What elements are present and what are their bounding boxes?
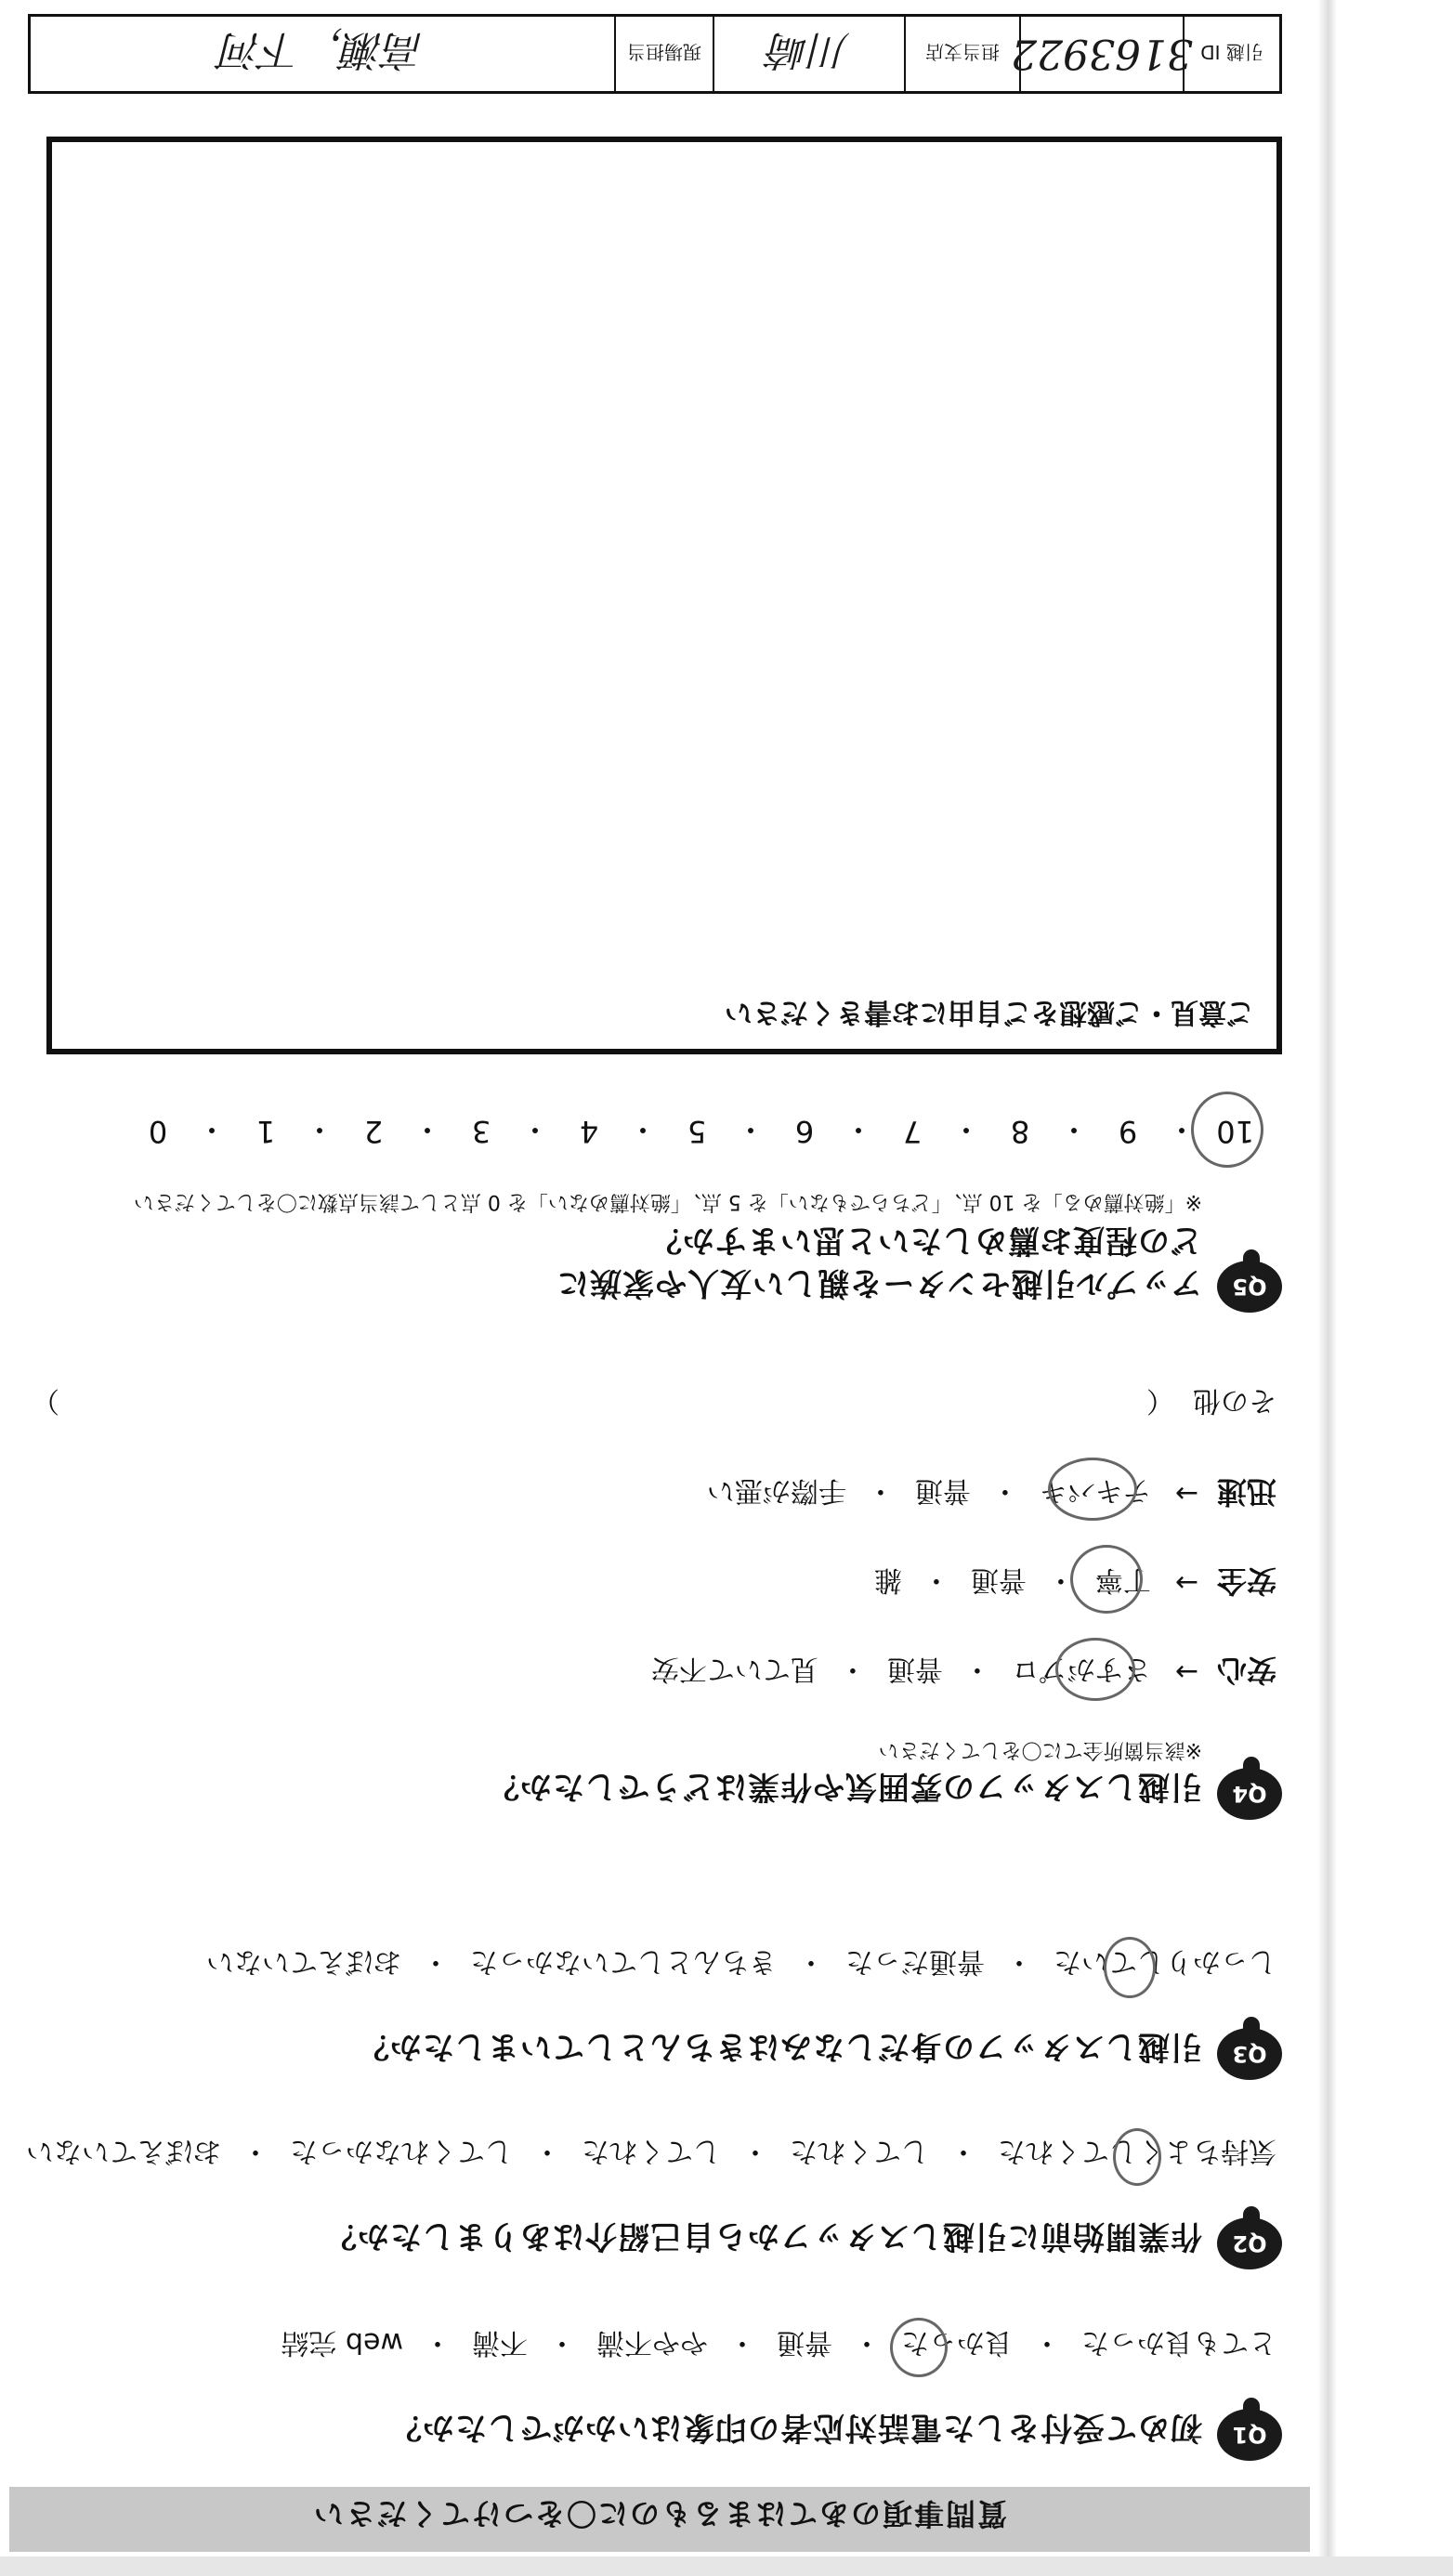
q1-option[interactable]: とても良かった (1081, 2326, 1276, 2359)
q3-option[interactable]: おぼえていない (206, 1945, 401, 1978)
q2-badge: Q2 (1217, 2217, 1282, 2269)
q4-row-jinsoku: 迅速 → テキパキ ・ 普通 ・ 手際が悪い (707, 1472, 1276, 1515)
q4-option[interactable]: 丁寧 (1094, 1563, 1151, 1596)
q1-option[interactable]: web 完結 (281, 2326, 403, 2359)
id-value-cell (1011, 17, 1193, 91)
q3-text: 引越しスタッフの身だしなみはきちんとしていましたか？ (357, 2028, 1202, 2065)
q2-option[interactable]: おぼえていない (26, 2135, 221, 2167)
id-label: 引越 ID (1200, 41, 1263, 64)
q5-score-8[interactable]: 8 (1010, 1114, 1030, 1149)
q2-option[interactable]: 気持ちよくしてくれた (998, 2135, 1276, 2167)
q4-row-anzen: 安全 → 丁寧 ・ 普通 ・ 雑 (874, 1562, 1276, 1604)
id-table (28, 14, 1282, 94)
q2-option[interactable]: してくれなかった (290, 2135, 513, 2167)
q4-note: ※該当箇所全てに〇をしてください (878, 1738, 1202, 1761)
q3-answer-mark (1104, 1937, 1156, 1998)
id-value: 3163922 (1011, 30, 1193, 78)
staff-label: 現場担当 (627, 41, 701, 64)
q4-badge: Q4 (1217, 1768, 1282, 1820)
q4-other-close: ） (32, 1384, 59, 1417)
q5-score-6[interactable]: 6 (794, 1114, 815, 1149)
branch-value: 川崎 (768, 26, 850, 73)
q5-score-3[interactable]: 3 (471, 1114, 491, 1149)
branch-label: 担当支店 (925, 41, 1000, 64)
q5-score-7[interactable]: 7 (902, 1114, 923, 1149)
q4-option[interactable]: 普通 (970, 1563, 1027, 1596)
q3-options: しっかりしていた ・ 普通だった ・ きちんとしていなかった ・ おぼえていない (206, 1944, 1276, 1985)
q2-options: 気持ちよくしてくれた ・ してくれた ・ してくれた ・ してくれなかった ・ おぼえていない (26, 2134, 1276, 2175)
q3-option[interactable]: きちんとしていなかった (470, 1945, 777, 1978)
q1-option[interactable]: 良かった (901, 2326, 1013, 2359)
q4-jinsoku-answer-mark (1048, 1458, 1137, 1521)
q1-option[interactable]: 不満 (472, 2326, 528, 2359)
q3-option[interactable]: 普通だった (845, 1945, 985, 1978)
q5-note: ※「絶対薦める」を 10 点、「どちらでもない」を 5 点、「絶対薦めない」を 0 点として該当点数に〇をしてください (133, 1190, 1202, 1213)
q4-anzen-answer-mark (1070, 1545, 1143, 1614)
q2-text: 作業開始前に引越しスタッフから自己紹介はありましたか？ (324, 2217, 1202, 2255)
q3-badge: Q3 (1217, 2028, 1282, 2080)
q1-options: とても良かった ・ 良かった ・ 普通 ・ やや不満 ・ 不満 ・ web 完結 (281, 2325, 1276, 2366)
q5-answer-mark (1191, 1092, 1263, 1168)
instruction-text: 質問事項のあてはまるものに〇をつけてください (312, 2496, 1008, 2531)
q4-option[interactable]: テキパキ (1039, 1474, 1151, 1507)
q1-text: 初めて受付をした電話対応者の印象はいかがでしたか？ (389, 2409, 1202, 2446)
q5-text-line1: アップル引越センターを親しい友人や家族に (556, 1264, 1202, 1301)
q4-option[interactable]: さすがプロ (1011, 1653, 1151, 1685)
q1-answer-mark (890, 2318, 948, 2377)
q4-option[interactable]: 見ていて不安 (650, 1653, 818, 1685)
branch-value-cell (713, 17, 904, 91)
staff-label-cell (614, 17, 713, 91)
q4-other-open: （ (1146, 1384, 1174, 1417)
q2-answer-mark (1113, 2128, 1161, 2186)
q5-text-line2: どの程度お薦めしたいと思いますか？ (649, 1222, 1202, 1259)
staff-value: 高瀬，下河 (220, 26, 425, 73)
q4-other-label: その他 (1193, 1384, 1276, 1417)
q4-category: 安心 (1216, 1653, 1276, 1688)
q5-badge: Q5 (1217, 1261, 1282, 1313)
arrow-right-icon: → (1174, 1566, 1198, 1600)
q4-option[interactable]: 普通 (886, 1653, 943, 1685)
branch-label-cell (904, 17, 1019, 91)
q3-option[interactable]: しっかりしていた (1054, 1945, 1276, 1978)
scan-edge-right (1317, 0, 1336, 2576)
q4-text: 引越しスタッフの雰囲気や作業はどうでしたか？ (487, 1768, 1202, 1805)
q2-option[interactable]: してくれた (790, 2135, 929, 2167)
q1-badge: Q1 (1217, 2409, 1282, 2461)
q4-category: 安全 (1216, 1563, 1276, 1599)
feedback-box[interactable] (46, 137, 1282, 1054)
q5-score-0[interactable]: 0 (148, 1114, 168, 1149)
q5-scale: 10 ・ 9 ・ 8 ・ 7 ・ 6 ・ 5 ・ 4 ・ 3 ・ 2 ・ 1 ・ 0 (139, 1110, 1254, 1153)
feedback-label: ご意見・ご感想をご自由にお書きください (725, 996, 1254, 1028)
id-label-cell (1183, 17, 1279, 91)
q4-row-anshin: 安心 → さすがプロ ・ 普通 ・ 見ていて不安 (651, 1651, 1276, 1693)
q1-option[interactable]: 普通 (777, 2326, 832, 2359)
q5-score-1[interactable]: 1 (255, 1114, 276, 1149)
q4-anshin-answer-mark (1055, 1638, 1135, 1701)
q5-score-5[interactable]: 5 (687, 1114, 707, 1149)
q5-score-9[interactable]: 9 (1118, 1114, 1138, 1149)
q5-score-10[interactable]: 10 (1216, 1114, 1254, 1149)
staff-value-cell (31, 17, 614, 91)
q1-option[interactable]: やや不満 (596, 2326, 708, 2359)
q4-category: 迅速 (1216, 1474, 1276, 1510)
arrow-right-icon: → (1174, 1477, 1198, 1510)
q4-other-row (32, 1383, 1276, 1424)
q4-option[interactable]: 普通 (914, 1474, 971, 1507)
q4-option[interactable]: 雑 (873, 1563, 902, 1596)
arrow-right-icon: → (1174, 1655, 1198, 1689)
q5-score-4[interactable]: 4 (579, 1114, 599, 1149)
q2-option[interactable]: してくれた (582, 2135, 721, 2167)
q4-option[interactable]: 手際が悪い (706, 1474, 846, 1507)
instruction-banner (9, 2487, 1310, 2552)
q5-score-2[interactable]: 2 (363, 1114, 384, 1149)
